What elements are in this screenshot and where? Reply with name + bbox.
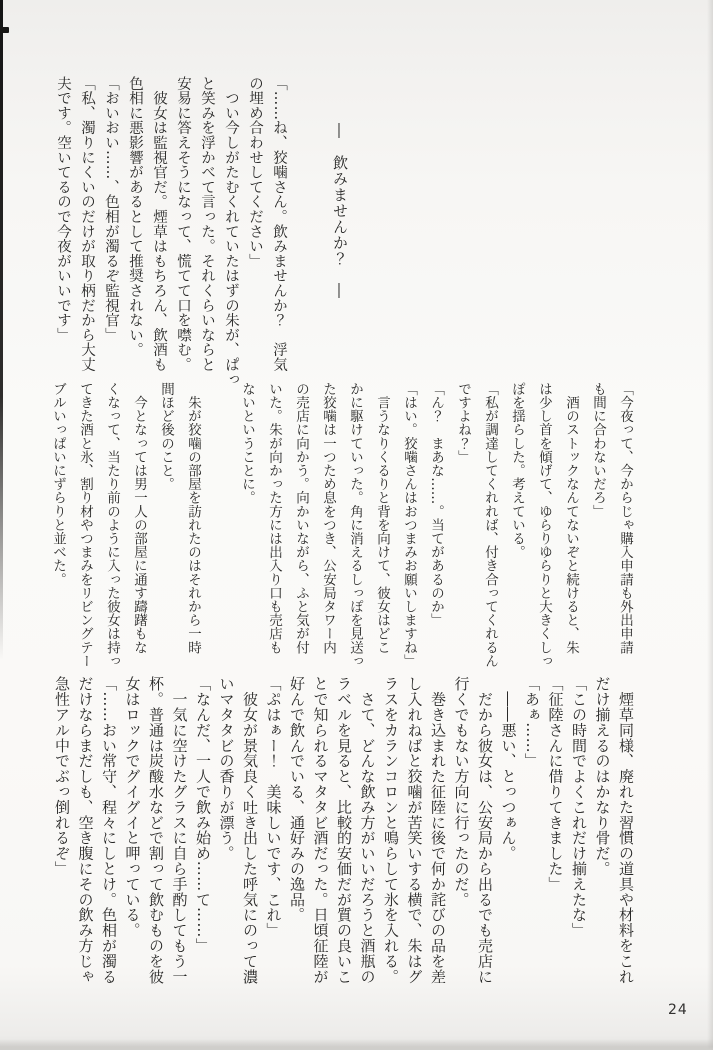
text-column: 安易に答えそうになって、慌てて口を噤む。 <box>175 76 191 372</box>
text-column: 煙草同様、廃れた習慣の道具や材料をこれ <box>617 676 635 984</box>
scan-edge-left-strip <box>0 0 3 660</box>
text-column: 一気に空けたグラスに自ら手酌してもう一 <box>170 676 189 984</box>
text-column: も間に合わないだろ」 <box>590 382 606 518</box>
text-column: ラベルを見ると、比較的安価だが質の良いこ <box>335 676 353 984</box>
text-column: 「ぷはぁー！ 美味しいです、これ」 <box>264 676 283 938</box>
text-column: 「今夜って、今からじゃ購入申請も外出申請 <box>617 382 633 654</box>
text-column: だから彼女は、公安局から出るでも売店に <box>476 676 494 984</box>
scan-edge-right-shadow <box>707 0 713 1050</box>
text-column: 女はロックでグイグイと呷っている。 <box>123 676 142 938</box>
text-column: ぽを揺らした。考えている。 <box>509 382 525 559</box>
text-column: いマタタビの香りが漂う。 <box>217 676 236 861</box>
text-column: さて、どんな飲み方がいいだろうと酒瓶の <box>358 676 377 984</box>
text-column: 「ん？ まあな……。当てがあるのか」 <box>428 382 444 627</box>
text-column: 間ほど後のこと。 <box>158 382 174 491</box>
scan-edge-mark <box>0 27 9 33</box>
text-column: と笑みを浮かべて言った。それくらいならと <box>199 76 215 372</box>
text-column: し入れねばと狡噛が苦笑いする横で、朱はグ <box>405 676 424 984</box>
text-column: た狡噛は一つため息をつき、公安局タワー内 <box>320 382 336 654</box>
text-column: 巻き込まれた征陸に後で何か詫びの品を差 <box>429 676 447 984</box>
text-column: 夫です。空いてるので今夜がいいです」 <box>55 76 71 343</box>
text-column: 朱が狡噛の部屋を訪れたのはそれから一時 <box>185 382 201 654</box>
text-column: だけならまだしも、空き腹にその飲み方じゃ <box>76 676 95 984</box>
text-tier-bottom <box>50 676 638 984</box>
text-column: 「なんだ、一人で飲み始め……て……」 <box>194 676 212 954</box>
text-column: ラスをカランコロンと鳴らして氷を入れる。 <box>382 676 400 984</box>
section-title: ― 飲みませんか？ ― <box>331 123 349 299</box>
text-column: 言うなりくるりと背を向けて、彼女はどこ <box>374 382 390 654</box>
text-column: 「おいおい……、色相が濁るぞ監視官」 <box>103 76 119 343</box>
text-column: 急性アル中でぶっ倒れるぞ」 <box>53 676 71 877</box>
text-column: 彼女が景気良く吐き出した呼気にのって濃 <box>241 676 259 984</box>
text-column: 「はい。狡噛さんはおつまみお願いしますね」 <box>401 382 417 668</box>
text-column: 「私、濁りにくいのだけが取り柄だから大丈 <box>79 76 95 372</box>
text-column: つい今しがたむくれていたはずの朱が、ぱっ <box>223 76 239 387</box>
text-column: 「……おい常守、程々にしとけ。色相が濁る <box>100 676 118 984</box>
text-column: いた。朱が向かった方には出入り口も売店も <box>266 382 282 654</box>
text-column: ですよね？」 <box>455 382 471 464</box>
text-column: 酒のストックなんてないぞと続けると、朱 <box>563 382 579 654</box>
text-column: の売店に向かう。向かいながら、ふと気が付 <box>293 382 309 654</box>
text-column: だけ揃えるのはかなり骨だ。 <box>593 676 612 877</box>
text-column: ブルいっぱいにずらりと並べた。 <box>50 382 66 586</box>
text-column: の埋め合わせしてください」 <box>247 76 263 269</box>
text-column: かに駆けていった。角に消えるしっぽを見送っ <box>347 382 363 668</box>
scan-edge-bottom-shadow <box>0 1039 713 1050</box>
text-column: は少し首を傾げて、ゆらりゆらりと大きくしっ <box>536 382 552 668</box>
text-column: 彼女は監視官だ。煙草はもちろん、飲酒も <box>151 76 167 372</box>
text-column: 「私が調達してくれれば、付き合ってくれるん <box>482 382 498 668</box>
text-column: ないということに。 <box>239 382 255 505</box>
text-column: 「……ね、狡噛さん。飲みませんか？ 浮気 <box>271 76 287 372</box>
text-column: とで知られるマタタビ酒だった。日頃征陸が <box>311 676 330 984</box>
blank-column <box>206 382 233 668</box>
text-column: てきた酒と氷、割り材やつまみをリビングテー <box>77 382 93 668</box>
page-number: 24 <box>668 1002 688 1018</box>
text-column: 「この時間でよくこれだけ揃えたな」 <box>570 676 588 938</box>
text-column: 今となっては男一人の部屋に通す躊躇もな <box>131 382 147 654</box>
text-column: 杯。普通は炭酸水などで割って飲むものを彼 <box>147 676 165 984</box>
text-column: 行くでもない方向に行ったのだ。 <box>452 676 471 907</box>
text-tier-top <box>51 76 352 387</box>
text-tier-middle <box>44 382 638 668</box>
text-column: ――悪い、とっつぁん。 <box>499 676 518 861</box>
text-column: 好んで飲んでいる、通好みの逸品。 <box>288 676 306 923</box>
text-column: 「征陸さんに借りてきました」 <box>546 676 565 892</box>
text-column: くなって、当たり前のように入った彼女は持っ <box>104 382 120 668</box>
text-column: 「あぁ……」 <box>523 676 541 769</box>
text-column: 色相に悪影響があるとして推奨されない。 <box>127 76 143 358</box>
